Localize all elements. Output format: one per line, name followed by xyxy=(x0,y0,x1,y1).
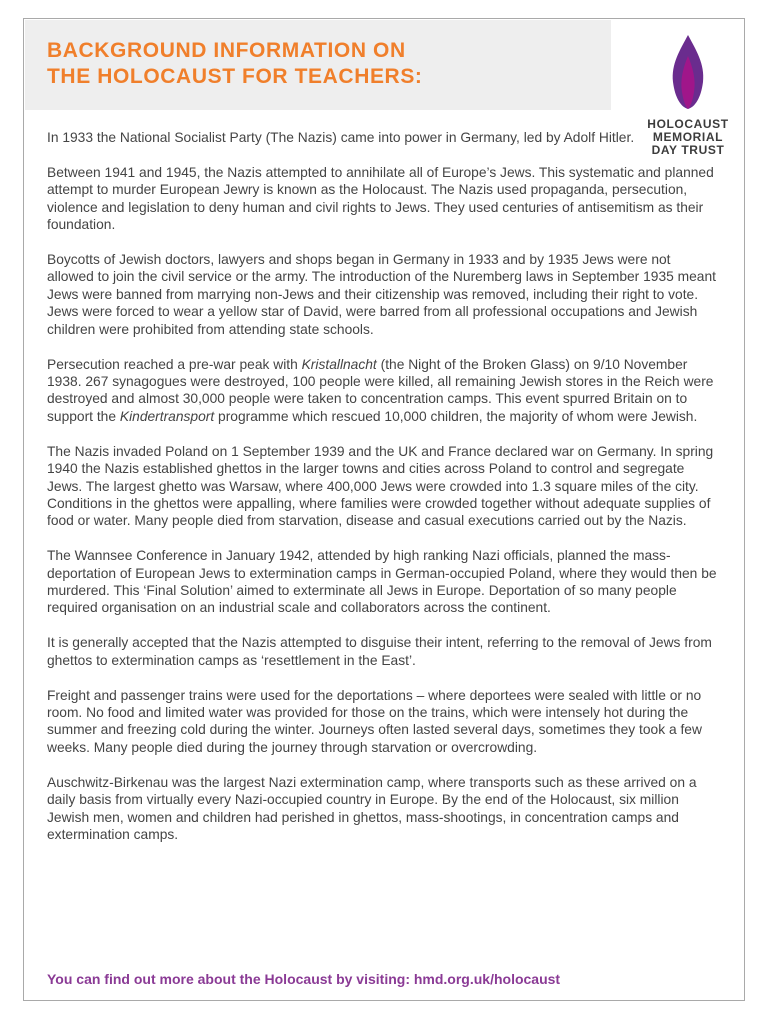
paragraph-3: Boycotts of Jewish doctors, lawyers and shops began in Germany in 1933 and by 1935 Jews were not allowed to join the civil service or the army. The introduction of the Nuremberg laws in September 1935 meant Jews were banned from marrying non-Jews and their citizenship was removed, including their right to vote. Jews were forced to wear a yellow star of David, were barred from all professional occupations and Jewish children were prohibited from attending state schools. xyxy=(47,252,716,337)
paragraph-4-text-a: Persecution reached a pre-war peak with xyxy=(47,356,302,372)
flame-logo-icon xyxy=(670,34,706,110)
title-line-1: BACKGROUND INFORMATION ON xyxy=(47,39,406,62)
paragraph-4-text-c: programme which rescued 10,000 children, the majority of whom were Jewish. xyxy=(214,408,698,424)
kristallnacht-term: Kristallnacht xyxy=(301,356,377,372)
paragraph-4-text-b: (the Night of the Broken Glass) on 9/10 November 1938. 267 synagogues were destroyed, 100 people were killed, all remaining Jewish stores in the Reich were destroyed and almost 30,000 people were taken to concentration camps. This event spurred Britain on to support the xyxy=(47,356,714,424)
paragraph-2: Between 1941 and 1945, the Nazis attempted to annihilate all of Europe’s Jews. This systematic and planned attempt to murder European Jewry is known as the Holocaust. The Nazis used propaganda, persecution, violence and legislation to deny human and civil rights to Jews. They used centuries of antisemitism as their foundation. xyxy=(47,164,714,233)
paragraph-5: The Nazis invaded Poland on 1 September 1939 and the UK and France declared war on Germany. In spring 1940 the Nazis established ghettos in the larger towns and cities across Poland to control and segregate Jews. The largest ghetto was Warsaw, where 400,000 Jews were crowded into 1.3 square miles of the city. Conditions in the ghettos were appalling, where families were crowded together without adequate supplies of food or water. Many people died from starvation, disease and casual executions carried out by the Nazis. xyxy=(47,443,714,529)
kindertransport-term: Kindertransport xyxy=(119,408,215,424)
paragraph-6: The Wannsee Conference in January 1942, attended by high ranking Nazi officials, planned the mass-deportation of European Jews to extermination camps in German-occupied Poland, where they would then be murdered. This ‘Final Solution’ aimed to exterminate all Jews in Europe. Deportation of so many people required organisation on an industrial scale and collaborators across the continent. xyxy=(47,548,717,616)
logo-line-1: HOLOCAUST xyxy=(647,117,729,131)
title-line-2: THE HOLOCAUST FOR TEACHERS: xyxy=(47,65,423,88)
page-title xyxy=(47,38,423,90)
article-body xyxy=(47,129,719,861)
paragraph-4 xyxy=(47,356,719,426)
paragraph-8: Freight and passenger trains were used for the deportations – where deportees were sealed with little or no room. No food and limited water was provided for those on the trains, which were intensely hot during the summer and freezing cold during the winter. Journeys often lasted several days, sometimes they took a few weeks. Many people died during the journey through starvation or overcrowding. xyxy=(47,687,702,755)
footer-more-info-link[interactable]: You can find out more about the Holocaust by visiting: hmd.org.uk/holocaust xyxy=(47,971,561,987)
logo-line-3: DAY TRUST xyxy=(651,143,725,157)
paragraph-1: In 1933 the National Socialist Party (The Nazis) came into power in Germany, led by Adolf Hitler. xyxy=(47,130,635,145)
logo-line-2: MEMORIAL xyxy=(652,130,724,144)
paragraph-7: It is generally accepted that the Nazis attempted to disguise their intent, referring to the removal of Jews from ghettos to extermination camps as ‘resettlement in the East’. xyxy=(47,635,712,668)
paragraph-9: Auschwitz-Birkenau was the largest Nazi extermination camp, where transports such as these arrived on a daily basis from virtually every Nazi-occupied country in Europe. By the end of the Holocaust, six million Jewish men, women and children had perished in ghettos, mass-shootings, in concentration camps and extermination camps. xyxy=(47,774,697,842)
